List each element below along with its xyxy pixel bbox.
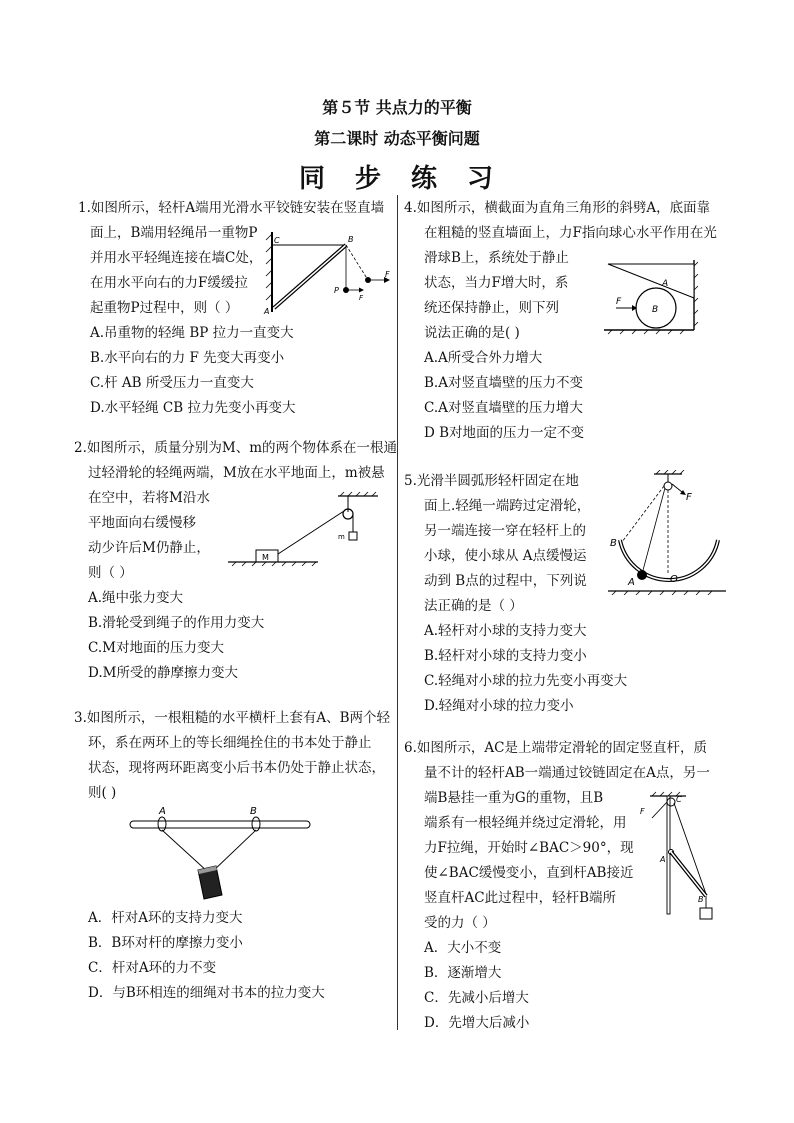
section-title: 第５节 共点力的平衡 [322, 98, 472, 117]
q4-option-c[interactable]: C.A对竖直墙壁的压力增大 [424, 400, 583, 416]
q1-line: 1.如图所示，轻杆A端用光滑水平铰链安装在竖直墙 [78, 200, 385, 216]
q3-figure [126, 800, 316, 905]
q3-line: 3.如图所示，一根粗糙的水平横杆上套有A、B两个轻 [74, 710, 391, 726]
q3-option-b[interactable]: B．B环对杆的摩擦力变小 [88, 935, 243, 951]
q1-label-f: F [385, 270, 390, 279]
q2-line: 平地面向右缓慢移 [88, 515, 196, 531]
q4-line: 说法正确的是( ) [424, 325, 520, 341]
q2-line: 2.如图所示，质量分别为M、m的两个物体系在一根通 [74, 440, 398, 456]
q3-line: 环，系在两环上的等长细绳拴住的书本处于静止 [88, 735, 372, 751]
q6-line: 端系有一根轻绳并绕过定滑轮，用 [424, 815, 627, 831]
q2-figure [228, 490, 388, 570]
q2-label-big-m: M [262, 553, 269, 562]
practice-title: 同步练习 [298, 164, 523, 194]
q6-option-c[interactable]: C．先减小后增大 [424, 990, 529, 1006]
q3-line: 则( ) [88, 785, 117, 801]
q4-line: 4.如图所示，横截面为直角三角形的斜劈A，底面靠 [404, 200, 711, 216]
q6-line: 力F拉绳，开始时∠BAC＞90°，现 [424, 840, 634, 856]
q6-line: 受的力（ ） [424, 915, 496, 931]
q6-option-a[interactable]: A．大小不变 [424, 940, 502, 956]
question-3 [74, 706, 390, 806]
q1-option-a[interactable]: A.吊重物的轻绳 BP 拉力一直变大 [90, 325, 294, 341]
q5-figure [608, 470, 726, 598]
lesson-title: 第二课时 动态平衡问题 [314, 129, 480, 148]
q4-label-f: F [616, 297, 622, 307]
q6-line: 使∠BAC缓慢变小，直到杆AB接近 [424, 865, 634, 881]
q4-label-a: A [662, 279, 669, 289]
q3-label-b: B [250, 806, 257, 817]
q6-line: 量不计的轻杆AB一端通过铰链固定在A点，另一 [424, 765, 710, 781]
q2-option-c[interactable]: C.M对地面的压力变大 [88, 640, 224, 656]
q2-line: 动少许后M仍静止， [88, 540, 210, 556]
q2-line: 过轻滑轮的轻绳两端，M放在水平地面上，m被悬 [88, 465, 385, 481]
q6-option-d[interactable]: D．先增大后减小 [424, 1015, 530, 1031]
q1-label-p: P [334, 286, 339, 295]
q1-line: 面上，B端用轻绳吊一重物P [90, 225, 258, 241]
q5-line: 另一端连接一穿在轻杆上的 [424, 523, 586, 539]
q6-label-f: F [640, 807, 645, 816]
column-divider [397, 195, 398, 1030]
q4-line: 在粗糙的竖直墙面上，力F指向球心水平作用在光 [424, 225, 717, 241]
q3-option-c[interactable]: C．杆对A环的力不变 [88, 960, 217, 976]
q2-option-b[interactable]: B.滑轮受到绳子的作用力变大 [88, 615, 265, 631]
q5-line: 动到 B点的过程中，下列说 [424, 573, 587, 589]
q6-line: 竖直杆AC此过程中，轻杆B端所 [424, 890, 616, 906]
q5-option-c[interactable]: C.轻绳对小球的拉力先变小再变大 [424, 673, 628, 689]
question-3-options [88, 906, 325, 1006]
q5-option-b[interactable]: B.轻杆对小球的支持力变小 [424, 648, 587, 664]
q5-line: 面上.轻绳一端跨过定滑轮， [424, 498, 591, 514]
q1-figure [262, 230, 392, 320]
q4-line: 状态，当力F增大时，系 [424, 275, 569, 291]
q4-label-b: B [652, 305, 659, 315]
q1-option-b[interactable]: B.水平向右的力 F 先变大再变小 [90, 350, 285, 366]
q2-line: 在空中，若将M沿水 [88, 490, 210, 506]
q4-line: 统还保持静止，则下列 [424, 300, 559, 316]
q1-label-b: B [348, 235, 354, 244]
q5-option-d[interactable]: D.轻绳对小球的拉力变小 [424, 698, 574, 714]
q4-line: 滑球B上，系统处于静止 [424, 250, 569, 266]
q6-line: 端B悬挂一重为G的重物，且B [424, 790, 604, 806]
q2-option-d[interactable]: D.M所受的静摩擦力变大 [88, 665, 238, 681]
q5-label-b: B [610, 538, 617, 549]
q1-option-d[interactable]: D.水平轻绳 CB 拉力先变小再变大 [90, 400, 296, 416]
q1-option-c[interactable]: C.杆 AB 所受压力一直变大 [90, 375, 254, 391]
q4-option-a[interactable]: A.A所受合外力增大 [424, 350, 543, 366]
question-5 [404, 469, 627, 719]
q5-option-a[interactable]: A.轻杆对小球的支持力变大 [424, 623, 587, 639]
q1-label-a: A [264, 307, 270, 316]
q4-figure [602, 258, 698, 336]
q6-figure [636, 790, 716, 930]
q6-label-a: A [660, 855, 666, 864]
q1-label-c: C [274, 236, 280, 245]
q1-line: 在用水平向右的力F缓缓拉 [90, 275, 248, 291]
q6-label-b: B [698, 895, 704, 904]
q4-option-d[interactable]: D B对地面的压力一定不变 [424, 425, 585, 441]
q5-label-a: A [628, 577, 635, 588]
q3-line: 状态，现将两环距离变小后书本仍处于静止状态， [88, 760, 385, 776]
q4-option-b[interactable]: B.A对竖直墙壁的压力不变 [424, 375, 583, 391]
q2-option-a[interactable]: A.绳中张力变大 [88, 590, 184, 606]
q6-line: 6.如图所示，AC是上端带定滑轮的固定竖直杆，质 [404, 740, 707, 756]
q1-line: 并用水平轻绳连接在墙C处， [90, 250, 263, 266]
q2-line: 则（ ） [88, 565, 133, 581]
q5-line: 5.光滑半圆弧形轻杆固定在地 [404, 473, 579, 489]
q3-label-a: A [159, 806, 166, 817]
q3-option-a[interactable]: A．杆对A环的支持力变大 [88, 910, 243, 926]
q6-option-b[interactable]: B．逐渐增大 [424, 965, 502, 981]
q6-label-c: C [676, 795, 682, 804]
q5-label-o: O [670, 574, 678, 585]
q5-line: 法正确的是（ ） [424, 598, 523, 614]
q1-label-f-small: F [359, 294, 364, 302]
q5-label-f: F [686, 492, 692, 503]
q1-line: 起重物P过程中，则（ ） [90, 300, 239, 316]
q5-line: 小球，使小球从 A点缓慢运 [424, 548, 587, 564]
q3-option-d[interactable]: D．与B环相连的细绳对书本的拉力变大 [88, 985, 325, 1001]
q2-label-small-m: m [338, 533, 345, 541]
